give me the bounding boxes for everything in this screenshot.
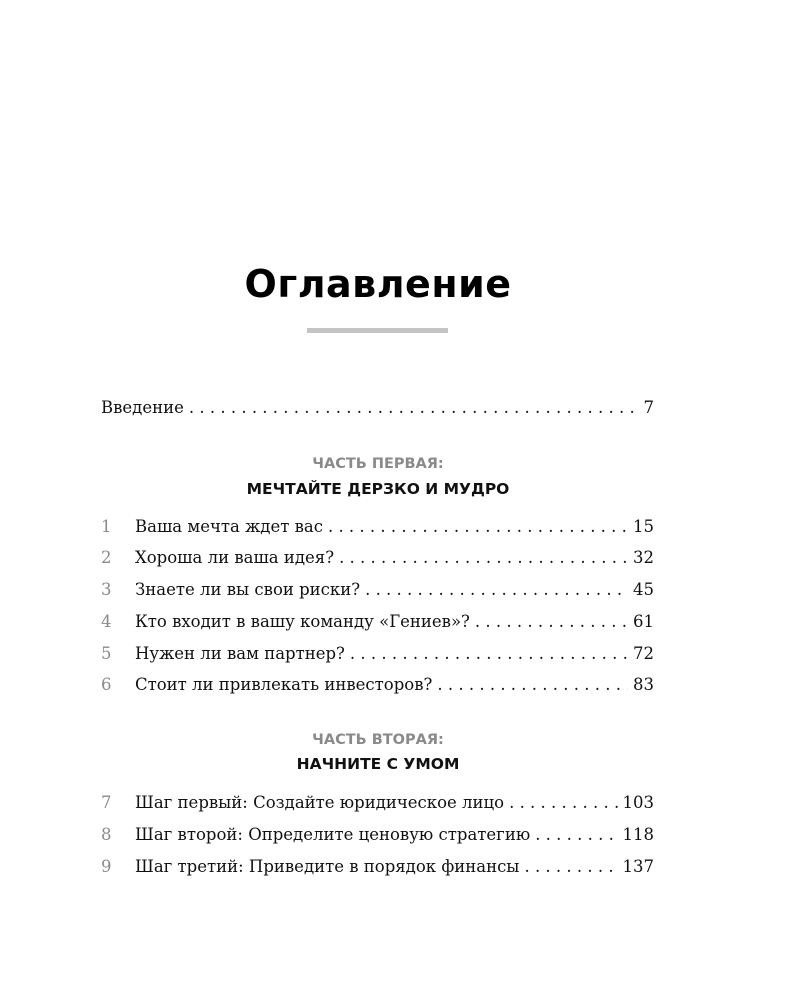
chapter-title: Шаг первый: Создайте юридическое лицо [135,793,505,812]
toc-entry-page: 7 [643,398,654,417]
dot-leader [437,675,628,694]
toc-entry-title: Введение [101,398,184,417]
chapter-number: 5 [101,644,112,663]
part-label: ЧАСТЬ ВТОРАЯ: [312,732,444,748]
chapter-title: Знаете ли вы свои риски? [135,580,361,599]
title-divider [307,328,448,333]
chapter-title: Нужен ли вам партнер? [135,644,345,663]
part-label: ЧАСТЬ ПЕРВАЯ: [312,456,444,472]
toc-entry-introduction[interactable] [101,398,654,422]
chapter-number: 8 [101,825,112,844]
chapter-page: 83 [633,675,654,694]
chapter-title: Стоит ли привлекать инвесторов? [135,675,433,694]
chapter-title: Ваша мечта ждет вас [135,517,323,536]
chapter-page: 118 [622,825,654,844]
chapter-number: 1 [101,517,112,536]
chapter-page: 137 [622,857,654,876]
dot-leader [535,825,617,844]
toc-entry-chapter[interactable] [101,825,654,849]
chapter-title: Кто входит в вашу команду «Гениев»? [135,612,470,631]
toc-entry-chapter[interactable] [101,675,654,699]
chapter-number: 6 [101,675,112,694]
chapter-page: 61 [633,612,654,631]
chapter-page: 32 [633,548,654,567]
chapter-title: Хороша ли ваша идея? [135,548,335,567]
chapter-page: 45 [633,580,654,599]
chapter-number: 7 [101,793,112,812]
dot-leader [365,580,628,599]
chapter-page: 103 [622,793,654,812]
chapter-title: Шаг третий: Приведите в порядок финансы [135,857,520,876]
toc-entry-chapter[interactable] [101,644,654,668]
dot-leader [189,398,639,417]
dot-leader [475,612,628,631]
dot-leader [350,644,628,663]
toc-entry-chapter[interactable] [101,517,654,541]
dot-leader [509,793,617,812]
dot-leader [339,548,628,567]
chapter-number: 4 [101,612,112,631]
chapter-title: Шаг второй: Определите ценовую стратегию [135,825,531,844]
dot-leader [524,857,617,876]
dot-leader [328,517,628,536]
page-title: Оглавление [244,262,512,306]
toc-entry-chapter[interactable] [101,612,654,636]
chapter-number: 3 [101,580,112,599]
toc-entry-chapter[interactable] [101,793,654,817]
toc-entry-chapter[interactable] [101,580,654,604]
toc-entry-chapter[interactable] [101,548,654,572]
chapter-page: 15 [633,517,654,536]
part-title: НАЧНИТЕ С УМОМ [296,755,460,773]
toc-entry-chapter[interactable] [101,857,654,881]
chapter-page: 72 [633,644,654,663]
part-title: МЕЧТАЙТЕ ДЕРЗКО И МУДРО [246,480,510,498]
chapter-number: 9 [101,857,112,876]
chapter-number: 2 [101,548,112,567]
